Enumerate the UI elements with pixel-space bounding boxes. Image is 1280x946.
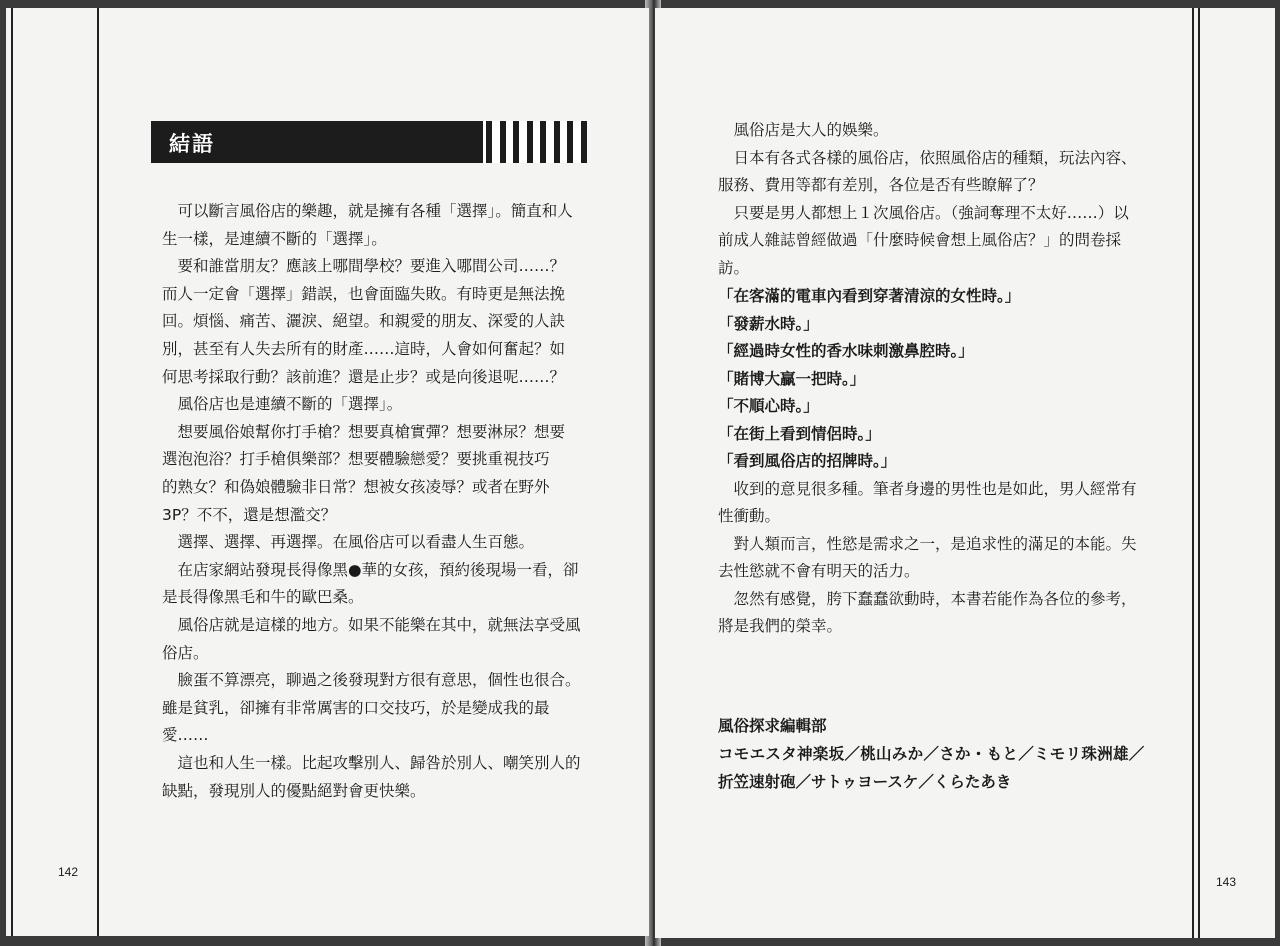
paragraph-line: 忽然有感覺，胯下蠢蠢欲動時，本書若能作為各位的參考， — [718, 589, 1137, 608]
survey-quote: 「不順心時。」 — [718, 397, 819, 415]
paragraph-line: 愛…… — [162, 726, 209, 745]
right-margin-rule — [1192, 8, 1194, 938]
paragraph-line: 生一樣，是連續不斷的「選擇」。 — [162, 229, 387, 248]
paragraph-line: 去性慾就不會有明天的活力。 — [718, 562, 920, 580]
survey-quote: 「賭博大贏一把時。」 — [718, 369, 866, 388]
paragraph-line: 風俗店是大人的娛樂。 — [718, 121, 889, 139]
survey-quote: 「經過時女性的香水味刺激鼻腔時。」 — [718, 342, 974, 360]
paragraph-line: 3P？不不，還是想濫交？ — [162, 505, 337, 524]
paragraph-line: 選泡泡浴？打手槍俱樂部？想要體驗戀愛？要挑重視技巧 — [162, 450, 550, 469]
paragraph-line: 這也和人生一樣。比起攻擊別人、歸咎於別人、嘲笑別人的 — [162, 754, 581, 772]
paragraph-line: 是長得像黑毛和牛的歐巴桑。 — [162, 588, 364, 607]
survey-quote: 「看到風俗店的招牌時。」 — [718, 452, 897, 470]
paragraph-line: 的熟女？和偽娘體驗非日常？想被女孩凌辱？或者在野外 — [162, 478, 550, 496]
paragraph-line: 對人類而言，性慾是需求之一，是追求性的滿足的本能。失 — [718, 534, 1137, 553]
page-number-right: 143 — [1216, 875, 1237, 889]
left-margin-rule-inner — [97, 8, 99, 936]
paragraph-line: 風俗店也是連續不斷的「選擇」。 — [162, 395, 403, 414]
paragraph-line: 俗店。 — [162, 643, 209, 662]
survey-quote: 「在街上看到情侶時。」 — [718, 424, 881, 443]
header-stripes — [483, 121, 587, 163]
paragraph-line: 別，甚至有人失去所有的財產……這時，人會如何奮起？如 — [162, 340, 566, 358]
paragraph-line: 而人一定會「選擇」錯誤，也會面臨失敗。有時更是無法挽 — [162, 284, 566, 303]
left-page — [6, 8, 649, 936]
paragraph-line: 風俗店就是這樣的地方。如果不能樂在其中，就無法享受風 — [162, 616, 581, 634]
paragraph-line: 性衝動。 — [718, 507, 781, 525]
paragraph-line: 只要是男人都想上１次風俗店。（強詞奪理不太好……）以 — [718, 203, 1129, 222]
paragraph-line: 將是我們的榮幸。 — [718, 617, 843, 635]
paragraph-line: 日本有各式各樣的風俗店，依照風俗店的種類，玩法內容、 — [718, 148, 1137, 167]
paragraph-line: 想要風俗娘幫你打手槍？想要真槍實彈？想要淋尿？想要 — [162, 422, 566, 441]
survey-quote: 「發薪水時。」 — [718, 314, 819, 333]
right-margin-rule-inner — [1198, 8, 1200, 938]
paragraph-line: 服務、費用等都有差別，各位是否有些瞭解了？ — [718, 176, 1044, 194]
paragraph-line: 前成人雜誌曾經做過「什麼時候會想上風俗店？」的問卷採 — [718, 231, 1122, 249]
credits-title: 風俗探求編輯部 — [718, 717, 827, 735]
paragraph-line: 可以斷言風俗店的樂趣，就是擁有各種「選擇」。簡直和人 — [162, 202, 573, 220]
paragraph-line: 訪。 — [718, 258, 750, 277]
survey-quote: 「在客滿的電車內看到穿著清涼的女性時。」 — [718, 287, 1021, 305]
paragraph-line: 要和誰當朋友？應該上哪間學校？要進入哪間公司……？ — [162, 257, 566, 276]
page-number-left: 142 — [58, 865, 79, 879]
section-title: 結語 — [169, 132, 215, 156]
left-margin-rule — [11, 8, 13, 936]
paragraph-line: 雖是貧乳，卻擁有非常厲害的口交技巧，於是變成我的最 — [162, 698, 550, 717]
paragraph-line: 在店家網站發現長得像黑●華的女孩，預約後現場一看，卻 — [162, 560, 579, 579]
credits-line-1: コモエスタ神楽坂／桃山みか／さか・もと／ミモリ珠洲雄／ — [718, 745, 1145, 763]
credits-line-2: 折笠速射砲／サトゥヨースケ／くらたあき — [718, 773, 1012, 791]
paragraph-line: 回。煩惱、痛苦、灑淚、絕望。和親愛的朋友、深愛的人訣 — [162, 312, 566, 331]
paragraph-line: 何思考採取行動？該前進？還是止步？或是向後退呢……？ — [162, 367, 566, 386]
paragraph-line: 缺點，發現別人的優點絕對會更快樂。 — [162, 781, 426, 800]
paragraph-line: 選擇、選擇、再選擇。在風俗店可以看盡人生百態。 — [162, 533, 535, 552]
section-header — [151, 121, 587, 163]
paragraph-line: 臉蛋不算漂亮，聊過之後發現對方很有意思，個性也很合。 — [162, 671, 581, 690]
right-page — [655, 8, 1275, 938]
paragraph-line: 收到的意見很多種。筆者身邊的男性也是如此，男人經常有 — [718, 479, 1137, 498]
